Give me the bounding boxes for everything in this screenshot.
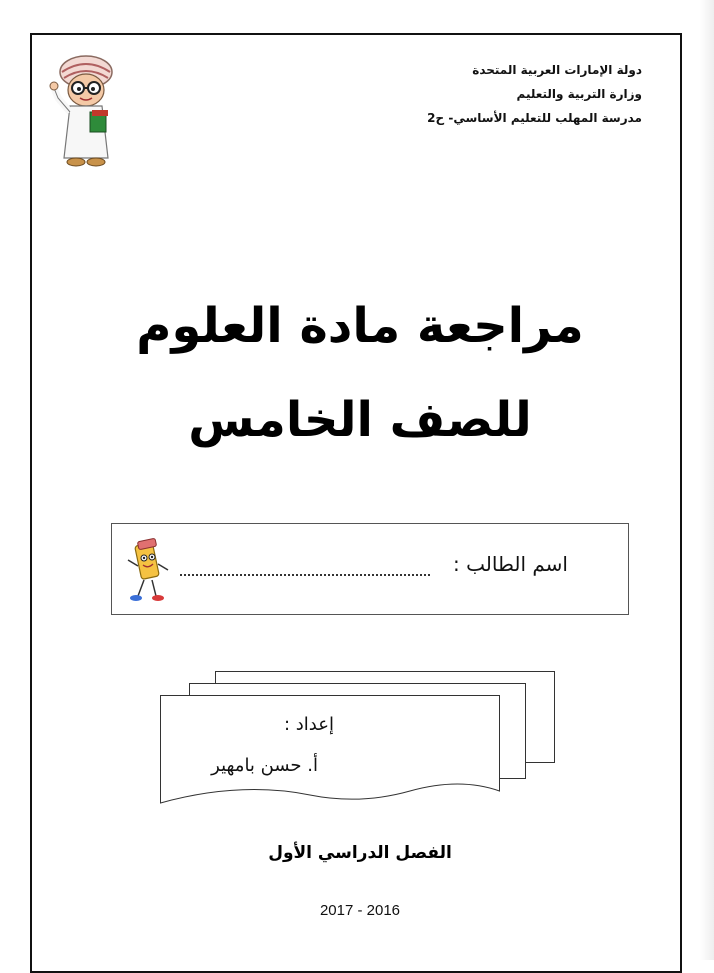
- title-grade: للصف الخامس: [188, 392, 532, 448]
- pencil-character-icon: [124, 538, 172, 604]
- preparation-label: إعداد :: [284, 714, 334, 735]
- preparation-box: [160, 695, 500, 805]
- header-ministry: وزارة التربية والتعليم: [516, 87, 642, 101]
- student-name-label: اسم الطالب :: [453, 552, 568, 576]
- student-name-field[interactable]: [180, 560, 430, 576]
- academic-years: 2017 - 2016: [319, 902, 401, 919]
- header-school: مدرسة المهلب للتعليم الأساسي- ح2: [427, 111, 642, 125]
- title-subject: مراجعة مادة العلوم: [136, 298, 584, 354]
- page-border: [30, 33, 682, 973]
- student-name-box: [111, 523, 629, 615]
- semester-label: الفصل الدراسي الأول: [268, 843, 452, 863]
- student-boy-icon: [48, 50, 124, 170]
- preparer-name: أ. حسن بامهير: [211, 755, 318, 776]
- page-edge-shadow: [700, 0, 714, 960]
- header-country: دولة الإمارات العربية المتحدة: [472, 63, 642, 77]
- school-header: [322, 58, 642, 130]
